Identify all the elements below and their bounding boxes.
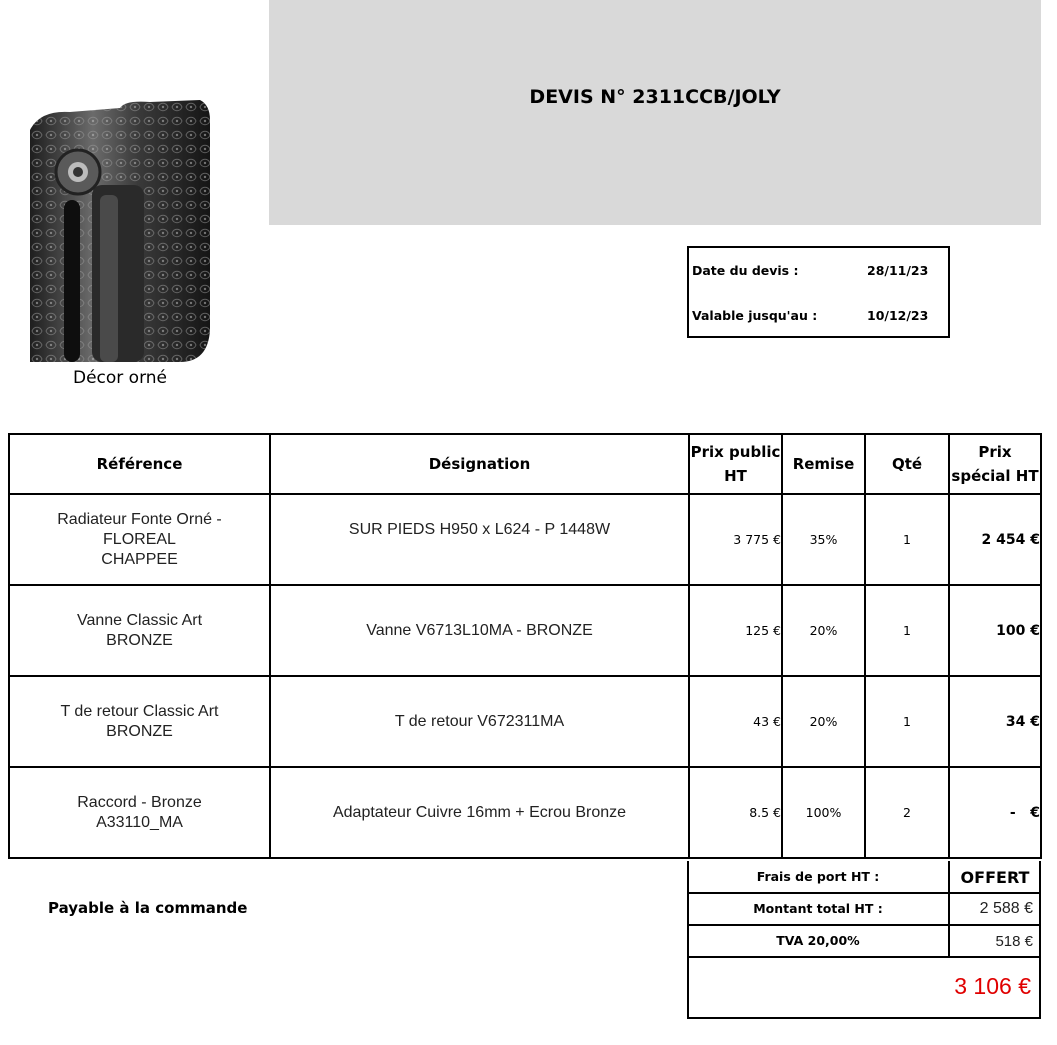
reference-line: CHAPPEE — [101, 550, 178, 568]
quote-date-label: Date du devis : — [692, 263, 799, 278]
cell-reference — [9, 676, 270, 767]
quote-items-table — [8, 433, 1042, 859]
header-designation: Désignation — [270, 434, 689, 494]
cell-remise: 20% — [782, 585, 865, 676]
cell-designation: Vanne V6713L10MA - BRONZE — [270, 585, 689, 676]
cell-prix-special: 2 454 € — [949, 494, 1041, 585]
cell-reference — [9, 767, 270, 858]
designation-text: SUR PIEDS H950 x L624 - P 1448W — [348, 520, 611, 538]
table-row — [9, 494, 1041, 585]
payment-note: Payable à la commande — [48, 899, 248, 917]
header-qte: Qté — [865, 434, 949, 494]
grand-total-value: 3 106 € — [954, 973, 1031, 999]
reference-line: Radiateur Fonte Orné - — [57, 510, 222, 528]
cell-prix-public: 8.5 € — [689, 767, 782, 858]
table-header-row — [9, 434, 1041, 494]
totals-rule — [687, 1017, 1041, 1019]
totals-rule — [687, 956, 1041, 958]
reference-line: FLOREAL — [103, 530, 176, 548]
reference-line: T de retour Classic Art — [60, 702, 219, 720]
cell-reference — [9, 585, 270, 676]
image-caption: Décor orné — [72, 368, 167, 388]
cell-prix-public: 3 775 € — [689, 494, 782, 585]
reference-line: BRONZE — [106, 722, 173, 740]
quote-title: DEVIS N° 2311CCB/JOLY — [529, 86, 781, 108]
shipping-value: OFFERT — [960, 868, 1030, 887]
cell-qte: 1 — [865, 676, 949, 767]
cell-prix-public: 125 € — [689, 585, 782, 676]
cell-qte: 1 — [865, 494, 949, 585]
radiator-product-image — [30, 100, 210, 362]
cell-prix-special: 34 € — [949, 676, 1041, 767]
cell-reference — [9, 494, 270, 585]
cell-remise: 35% — [782, 494, 865, 585]
reference-line: A33110_MA — [96, 813, 183, 831]
cell-prix-special: - € — [949, 767, 1041, 858]
cell-designation — [270, 494, 689, 585]
cell-prix-special: 100 € — [949, 585, 1041, 676]
quote-date-value: 28/11/23 — [867, 263, 929, 278]
header-prix-special-line2: spécial HT — [951, 467, 1039, 485]
cell-designation: Adaptateur Cuivre 16mm + Ecrou Bronze — [270, 767, 689, 858]
date-box — [687, 246, 950, 338]
reference-line: Vanne Classic Art — [76, 611, 203, 629]
totals-rule — [687, 892, 1041, 894]
valid-until-label: Valable jusqu'au : — [692, 308, 818, 323]
header-prix-public-line2: HT — [724, 467, 747, 485]
header-prix-special-line1: Prix — [978, 443, 1012, 461]
tva-label: TVA 20,00% — [776, 933, 860, 948]
table-row — [9, 767, 1041, 858]
header-reference: Référence — [9, 434, 270, 494]
reference-line: BRONZE — [106, 631, 173, 649]
totals-block — [687, 861, 1041, 1019]
total-ht-label: Montant total HT : — [753, 901, 883, 916]
header-prix-special — [949, 434, 1041, 494]
cell-designation: T de retour V672311MA — [270, 676, 689, 767]
cell-prix-public: 43 € — [689, 676, 782, 767]
cell-qte: 1 — [865, 585, 949, 676]
header-remise: Remise — [782, 434, 865, 494]
cell-remise: 100% — [782, 767, 865, 858]
valid-until-value: 10/12/23 — [867, 308, 929, 323]
shipping-label: Frais de port HT : — [756, 869, 880, 884]
header-band — [269, 0, 1041, 225]
header-prix-public-line1: Prix public — [690, 443, 781, 461]
table-row — [9, 676, 1041, 767]
table-row — [9, 585, 1041, 676]
reference-line: Raccord - Bronze — [77, 793, 202, 811]
tva-value: 518 € — [995, 933, 1033, 950]
cell-remise: 20% — [782, 676, 865, 767]
cell-qte: 2 — [865, 767, 949, 858]
totals-rule — [687, 924, 1041, 926]
total-ht-value: 2 588 € — [979, 900, 1033, 917]
header-prix-public — [689, 434, 782, 494]
